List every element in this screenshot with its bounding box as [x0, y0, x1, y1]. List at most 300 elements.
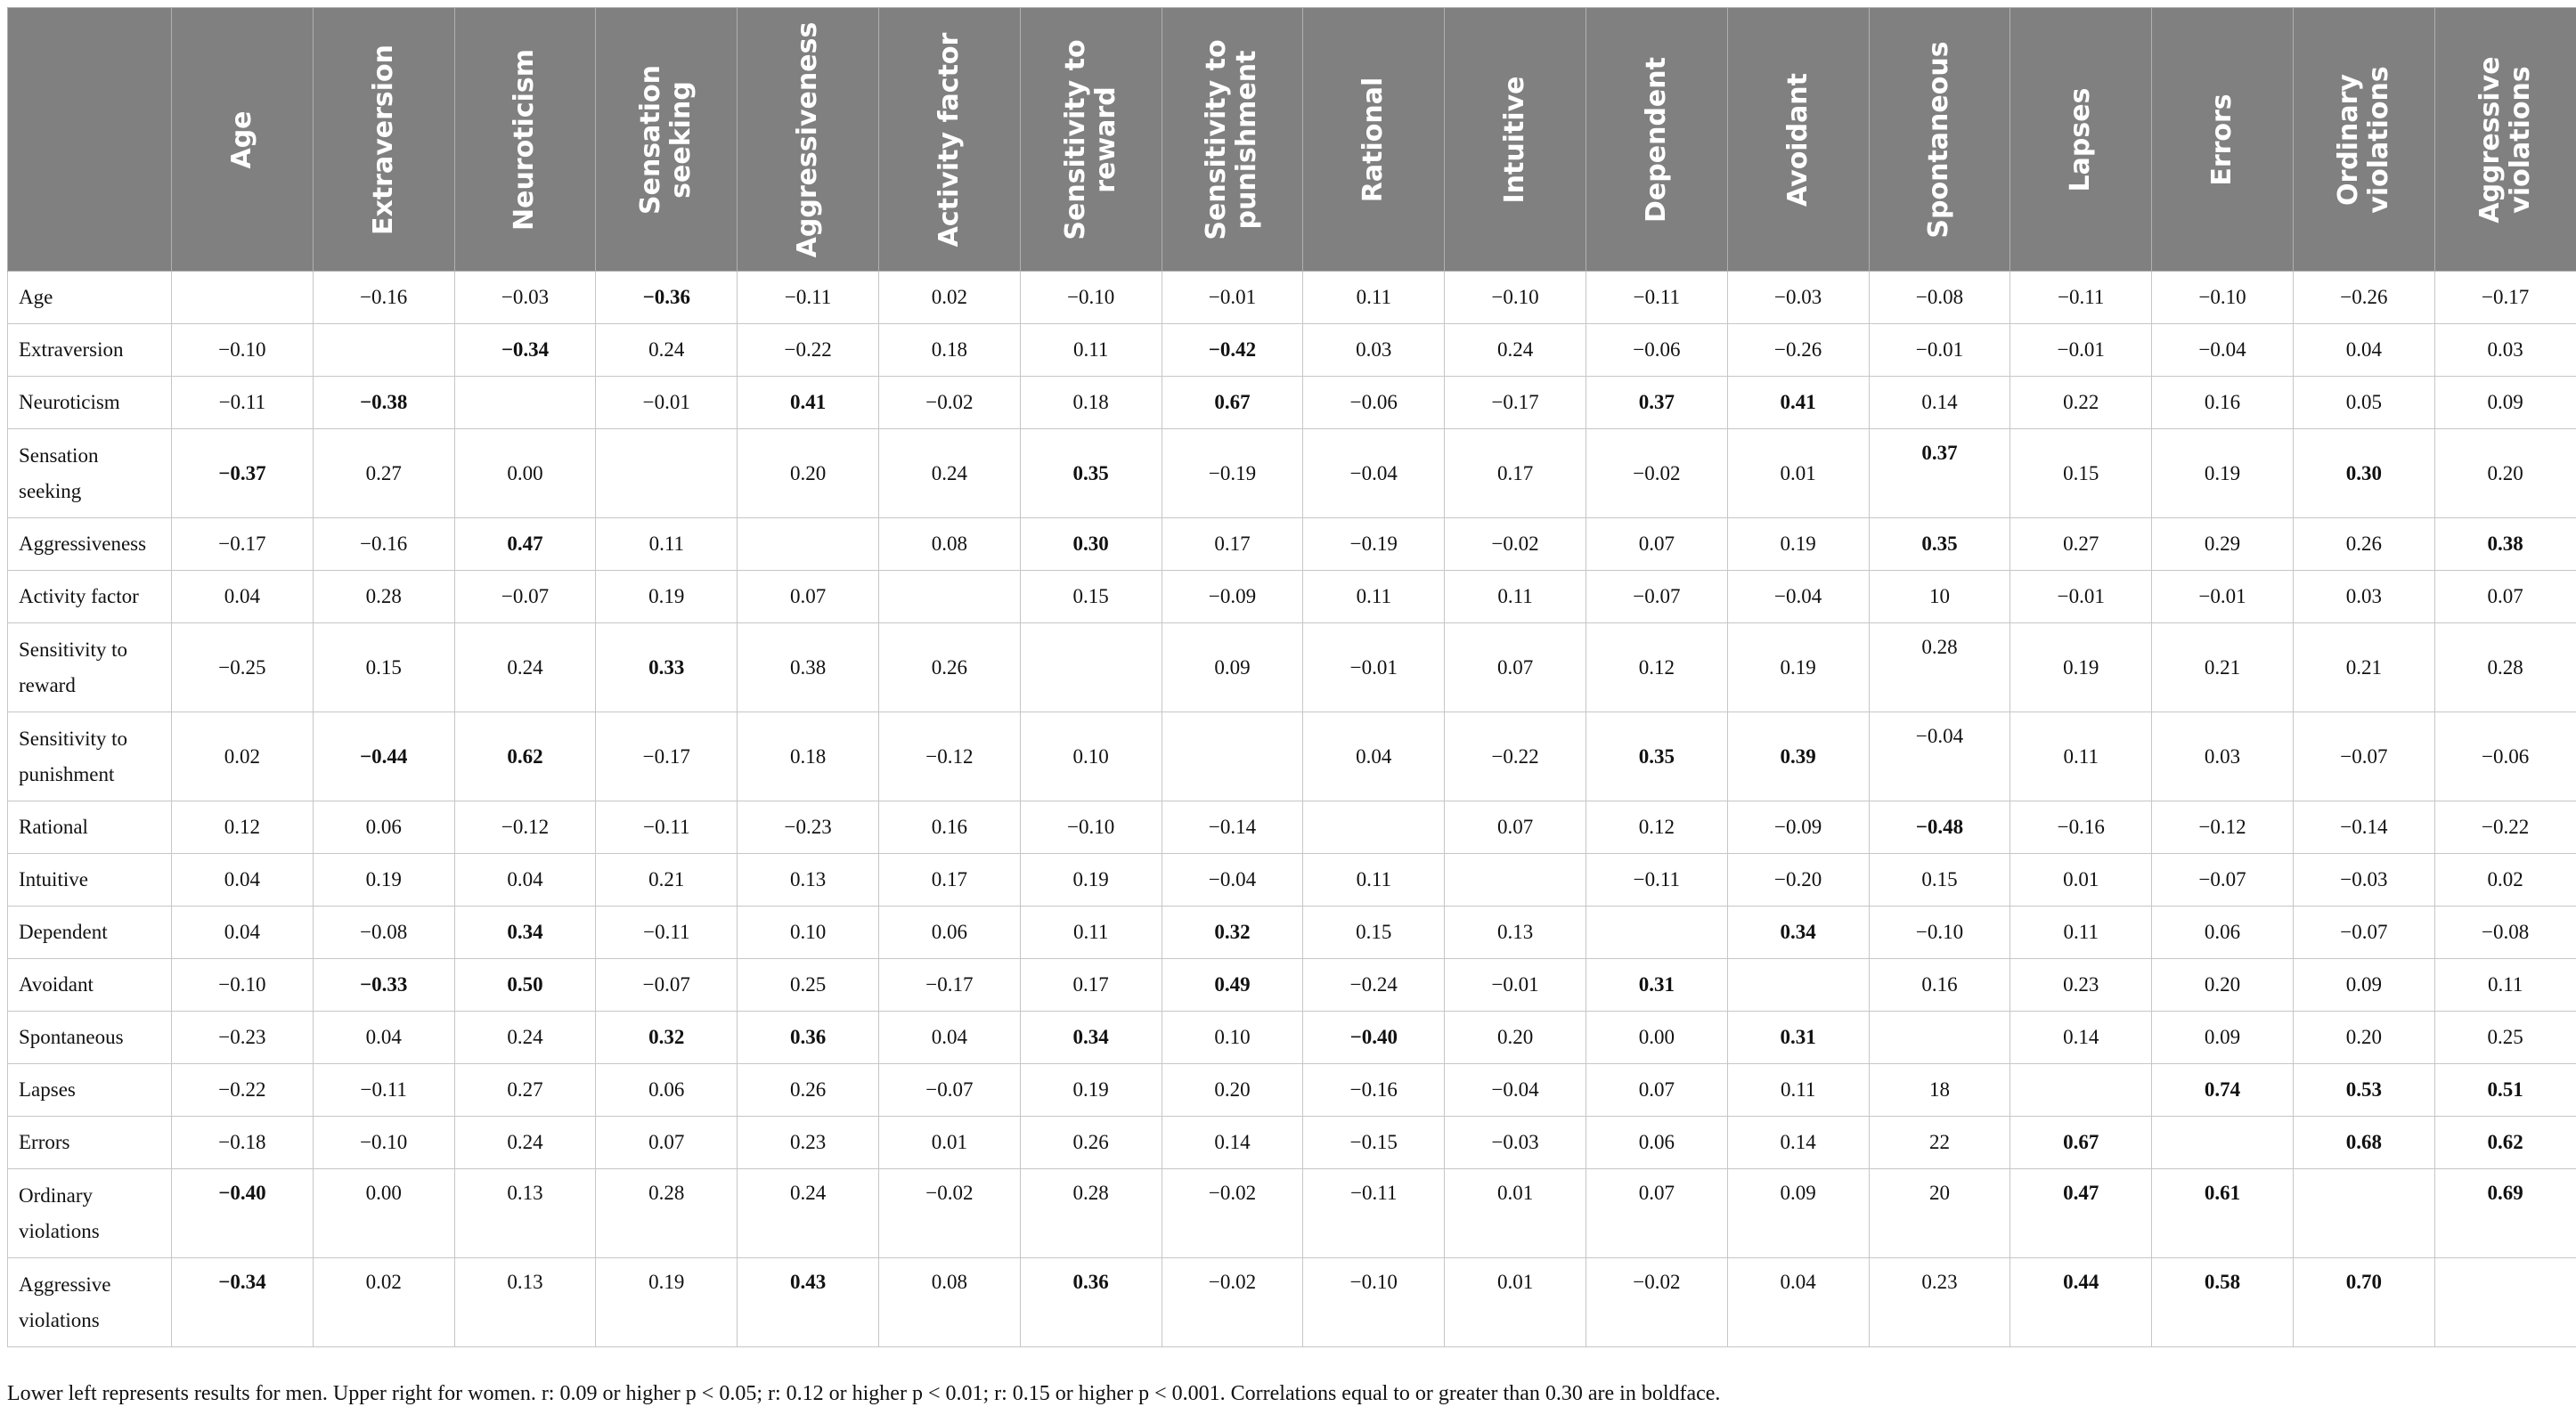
table-row	[8, 1064, 2576, 1117]
table-row	[8, 907, 2576, 959]
correlation-cell: 0.49	[1162, 959, 1303, 1012]
diagonal-cell	[1303, 801, 1445, 854]
correlation-cell: 0.08	[878, 518, 1020, 571]
correlation-cell: 0.11	[2010, 712, 2152, 801]
correlation-cell: 0.01	[878, 1117, 1020, 1169]
correlation-cell: −0.23	[172, 1012, 314, 1064]
correlation-cell: −0.18	[172, 1117, 314, 1169]
column-header	[172, 8, 314, 272]
correlation-cell: 0.28	[2434, 623, 2576, 712]
correlation-cell: 0.06	[313, 801, 454, 854]
row-label: Activity factor	[8, 571, 172, 623]
diagonal-cell	[596, 429, 738, 518]
correlation-cell: 0.47	[2010, 1169, 2152, 1258]
correlation-cell: 0.36	[1020, 1258, 1162, 1347]
correlation-cell: 0.04	[1303, 712, 1445, 801]
correlation-cell: 0.67	[2010, 1117, 2152, 1169]
correlation-cell: −0.11	[1586, 272, 1727, 324]
correlation-cell: −0.14	[2293, 801, 2434, 854]
correlation-cell: 0.10	[1020, 712, 1162, 801]
column-header	[1162, 8, 1303, 272]
correlation-cell: 0.24	[454, 623, 596, 712]
corner-cell	[8, 8, 172, 272]
column-header-label: Errors	[2206, 93, 2238, 186]
table-row	[8, 854, 2576, 907]
correlation-cell: 0.06	[596, 1064, 738, 1117]
correlation-cell: 0.27	[313, 429, 454, 518]
correlation-cell: 0.14	[2010, 1012, 2152, 1064]
correlation-cell: 0.35	[1586, 712, 1727, 801]
correlation-cell: −0.07	[2293, 712, 2434, 801]
diagonal-cell	[2010, 1064, 2152, 1117]
correlation-cell: 0.02	[878, 272, 1020, 324]
correlation-cell: −0.03	[454, 272, 596, 324]
correlation-cell: −0.04	[1727, 571, 1869, 623]
correlation-cell: −0.04	[1445, 1064, 1586, 1117]
diagonal-cell	[1020, 623, 1162, 712]
correlation-cell: −0.16	[1303, 1064, 1445, 1117]
correlation-cell: 0.04	[1727, 1258, 1869, 1347]
correlation-cell: 0.34	[454, 907, 596, 959]
correlation-cell: −0.34	[454, 324, 596, 377]
correlation-cell: −0.22	[172, 1064, 314, 1117]
row-label: Sensitivity to reward	[8, 623, 172, 712]
correlation-cell: −0.02	[1162, 1258, 1303, 1347]
table-row	[8, 324, 2576, 377]
correlation-cell: −0.38	[313, 377, 454, 429]
correlation-cell: 0.09	[1727, 1169, 1869, 1258]
correlation-cell: −0.04	[1303, 429, 1445, 518]
correlation-cell: −0.14	[1162, 801, 1303, 854]
correlation-cell: −0.10	[1020, 801, 1162, 854]
correlation-cell: 0.20	[1445, 1012, 1586, 1064]
correlation-cell: −0.11	[596, 907, 738, 959]
column-header-label: Lapses	[2065, 87, 2097, 191]
correlation-cell: 0.04	[454, 854, 596, 907]
correlation-cell: −0.37	[172, 429, 314, 518]
correlation-cell: 0.24	[454, 1117, 596, 1169]
column-header	[2293, 8, 2434, 272]
correlation-cell: −0.09	[1162, 571, 1303, 623]
table-footnote: Lower left represents results for men. Upper right for women. r: 0.09 or higher p < 0.05; r: 0.12 or higher p < 0.01; r: 0.15 or higher p < 0.001. Correlations equal to or greater than 0.30 are in boldface.	[7, 1382, 1721, 1405]
correlation-cell: −0.07	[596, 959, 738, 1012]
correlation-cell: 0.17	[1020, 959, 1162, 1012]
correlation-cell: 0.69	[2434, 1169, 2576, 1258]
correlation-cell: 0.29	[2152, 518, 2294, 571]
correlation-cell: −0.10	[172, 324, 314, 377]
correlation-cell: 0.39	[1727, 712, 1869, 801]
diagonal-cell	[2434, 1258, 2576, 1347]
correlation-cell: −0.01	[596, 377, 738, 429]
correlation-cell: −0.07	[1586, 571, 1727, 623]
correlation-cell: 0.07	[1445, 801, 1586, 854]
correlation-cell: −0.01	[2152, 571, 2294, 623]
row-label: Sensitivity to punishment	[8, 712, 172, 801]
correlation-cell: 0.07	[738, 571, 879, 623]
correlation-cell: 0.18	[738, 712, 879, 801]
correlation-cell: −0.10	[313, 1117, 454, 1169]
correlation-cell: 0.16	[878, 801, 1020, 854]
correlation-cell: 0.38	[2434, 518, 2576, 571]
correlation-cell: −0.10	[172, 959, 314, 1012]
correlation-cell: −0.22	[738, 324, 879, 377]
column-header	[2010, 8, 2152, 272]
correlation-cell: −0.33	[313, 959, 454, 1012]
correlation-cell: −0.07	[2293, 907, 2434, 959]
correlation-cell: 0.19	[1727, 623, 1869, 712]
correlation-cell: 0.24	[878, 429, 1020, 518]
column-header-label: Sensation seeking	[635, 64, 697, 215]
correlation-cell: −0.11	[2010, 272, 2152, 324]
correlation-cell: 0.20	[2434, 429, 2576, 518]
correlation-cell: 0.32	[1162, 907, 1303, 959]
correlation-cell: 0.16	[2152, 377, 2294, 429]
correlation-cell: −0.11	[172, 377, 314, 429]
diagonal-cell	[313, 324, 454, 377]
correlation-cell: −0.12	[2152, 801, 2294, 854]
correlation-cell: 0.09	[2152, 1012, 2294, 1064]
correlation-cell: 0.05	[2293, 377, 2434, 429]
correlation-cell: −0.06	[2434, 712, 2576, 801]
correlation-cell: −0.10	[1303, 1258, 1445, 1347]
correlation-cell: 0.09	[2293, 959, 2434, 1012]
correlation-cell: 0.19	[2010, 623, 2152, 712]
table-row	[8, 518, 2576, 571]
diagonal-cell	[1162, 712, 1303, 801]
row-label: Aggressiveness	[8, 518, 172, 571]
correlation-cell: 0.19	[2152, 429, 2294, 518]
correlation-cell: 0.27	[454, 1064, 596, 1117]
correlation-cell: 0.04	[2293, 324, 2434, 377]
column-header	[1020, 8, 1162, 272]
column-header-label: Sensitivity to punishment	[1201, 38, 1263, 240]
correlation-cell: −0.04	[1869, 712, 2010, 801]
correlation-cell: 0.09	[1162, 623, 1303, 712]
correlation-cell: 0.34	[1020, 1012, 1162, 1064]
correlation-cell: 0.32	[596, 1012, 738, 1064]
correlation-cell: −0.48	[1869, 801, 2010, 854]
correlation-cell: −0.02	[878, 1169, 1020, 1258]
table-row	[8, 959, 2576, 1012]
correlation-cell: 0.07	[1586, 1169, 1727, 1258]
column-header-label: Intuitive	[1499, 75, 1531, 204]
column-header-label: Spontaneous	[1923, 40, 1955, 239]
correlation-cell: 0.03	[2293, 571, 2434, 623]
diagonal-cell	[738, 518, 879, 571]
correlation-cell: 0.25	[2434, 1012, 2576, 1064]
correlation-cell: 0.11	[2010, 907, 2152, 959]
correlation-cell: 0.34	[1727, 907, 1869, 959]
correlation-cell: 0.15	[2010, 429, 2152, 518]
correlation-cell: −0.40	[1303, 1012, 1445, 1064]
correlation-cell: 0.21	[2293, 623, 2434, 712]
correlation-cell: −0.10	[1020, 272, 1162, 324]
correlation-cell: 0.01	[1727, 429, 1869, 518]
column-header-label: Avoidant	[1781, 72, 1814, 207]
correlation-cell: −0.01	[1445, 959, 1586, 1012]
correlation-table	[7, 7, 2576, 1347]
diagonal-cell	[1727, 959, 1869, 1012]
correlation-cell: −0.16	[2010, 801, 2152, 854]
correlation-cell: −0.11	[1303, 1169, 1445, 1258]
diagonal-cell	[454, 377, 596, 429]
correlation-cell: −0.10	[2152, 272, 2294, 324]
column-header-label: Sensitivity to reward	[1059, 38, 1121, 240]
correlation-cell: 0.11	[1303, 854, 1445, 907]
correlation-cell: 0.19	[596, 1258, 738, 1347]
correlation-cell: −0.16	[313, 272, 454, 324]
row-label: Spontaneous	[8, 1012, 172, 1064]
correlation-cell: −0.11	[1586, 854, 1727, 907]
correlation-cell: 0.08	[878, 1258, 1020, 1347]
correlation-cell: −0.25	[172, 623, 314, 712]
diagonal-cell	[2152, 1117, 2294, 1169]
correlation-cell: 0.19	[1727, 518, 1869, 571]
correlation-cell: −0.03	[1445, 1117, 1586, 1169]
correlation-cell: 0.07	[596, 1117, 738, 1169]
correlation-cell: 10	[1869, 571, 2010, 623]
correlation-cell: −0.06	[1303, 377, 1445, 429]
correlation-cell: 0.20	[2293, 1012, 2434, 1064]
diagonal-cell	[1586, 907, 1727, 959]
correlation-cell: 0.26	[2293, 518, 2434, 571]
correlation-cell: 0.20	[2152, 959, 2294, 1012]
correlation-cell: 22	[1869, 1117, 2010, 1169]
table-row	[8, 272, 2576, 324]
correlation-cell: 0.02	[172, 712, 314, 801]
correlation-cell: 0.13	[454, 1258, 596, 1347]
row-label: Age	[8, 272, 172, 324]
correlation-cell: 0.41	[738, 377, 879, 429]
correlation-cell: 0.22	[2010, 377, 2152, 429]
correlation-cell: 0.38	[738, 623, 879, 712]
column-header	[878, 8, 1020, 272]
correlation-cell: 0.13	[738, 854, 879, 907]
row-label: Neuroticism	[8, 377, 172, 429]
row-label: Dependent	[8, 907, 172, 959]
correlation-cell: −0.17	[172, 518, 314, 571]
correlation-cell: −0.01	[2010, 324, 2152, 377]
correlation-cell: 0.10	[1162, 1012, 1303, 1064]
row-label: Lapses	[8, 1064, 172, 1117]
correlation-cell: 0.06	[1586, 1117, 1727, 1169]
correlation-cell: 0.25	[738, 959, 879, 1012]
correlation-cell: 0.30	[1020, 518, 1162, 571]
correlation-cell: −0.17	[596, 712, 738, 801]
diagonal-cell	[1445, 854, 1586, 907]
table-row	[8, 429, 2576, 518]
column-header	[1303, 8, 1445, 272]
correlation-cell: −0.12	[878, 712, 1020, 801]
column-header-label: Ordinary violations	[2332, 65, 2394, 214]
column-header-label: Activity factor	[933, 32, 965, 247]
correlation-cell: −0.08	[313, 907, 454, 959]
column-header	[1727, 8, 1869, 272]
correlation-cell: 0.00	[454, 429, 596, 518]
row-label: Sensation seeking	[8, 429, 172, 518]
diagonal-cell	[172, 272, 314, 324]
correlation-cell: 0.03	[2152, 712, 2294, 801]
correlation-cell: 0.31	[1586, 959, 1727, 1012]
correlation-cell: 0.21	[596, 854, 738, 907]
correlation-cell: 0.12	[1586, 801, 1727, 854]
correlation-cell: −0.34	[172, 1258, 314, 1347]
table-row	[8, 712, 2576, 801]
correlation-cell: 0.28	[1869, 623, 2010, 712]
correlation-cell: 0.33	[596, 623, 738, 712]
correlation-cell: 0.03	[1303, 324, 1445, 377]
correlation-cell: 0.18	[1020, 377, 1162, 429]
correlation-cell: −0.17	[2434, 272, 2576, 324]
correlation-cell: 20	[1869, 1169, 2010, 1258]
correlation-cell: 0.07	[1445, 623, 1586, 712]
correlation-cell: 0.47	[454, 518, 596, 571]
correlation-cell: 0.04	[172, 854, 314, 907]
correlation-cell: −0.36	[596, 272, 738, 324]
correlation-cell: 0.74	[2152, 1064, 2294, 1117]
table-body	[8, 272, 2576, 1347]
correlation-cell: −0.07	[2152, 854, 2294, 907]
correlation-cell: 0.24	[596, 324, 738, 377]
correlation-cell: −0.07	[454, 571, 596, 623]
correlation-cell: 0.20	[738, 429, 879, 518]
table-row	[8, 801, 2576, 854]
correlation-cell: 0.15	[1869, 854, 2010, 907]
correlation-cell: 0.23	[1869, 1258, 2010, 1347]
correlation-cell: −0.08	[2434, 907, 2576, 959]
correlation-cell: 0.43	[738, 1258, 879, 1347]
correlation-cell: 0.00	[1586, 1012, 1727, 1064]
correlation-cell: −0.07	[878, 1064, 1020, 1117]
correlation-cell: 0.01	[2010, 854, 2152, 907]
correlation-cell: −0.15	[1303, 1117, 1445, 1169]
correlation-cell: 0.24	[738, 1169, 879, 1258]
correlation-cell: 0.30	[2293, 429, 2434, 518]
correlation-cell: −0.42	[1162, 324, 1303, 377]
correlation-cell: −0.11	[313, 1064, 454, 1117]
correlation-cell: 0.15	[1020, 571, 1162, 623]
correlation-cell: −0.02	[1162, 1169, 1303, 1258]
correlation-cell: 0.14	[1727, 1117, 1869, 1169]
correlation-cell: 0.01	[1445, 1169, 1586, 1258]
correlation-cell: 0.11	[1020, 907, 1162, 959]
correlation-cell: 0.12	[172, 801, 314, 854]
correlation-cell: −0.02	[878, 377, 1020, 429]
correlation-cell: 0.11	[1303, 272, 1445, 324]
correlation-cell: −0.26	[1727, 324, 1869, 377]
correlation-cell: −0.10	[1445, 272, 1586, 324]
column-header	[1869, 8, 2010, 272]
correlation-cell: 0.50	[454, 959, 596, 1012]
correlation-cell: 0.21	[2152, 623, 2294, 712]
correlation-cell: −0.44	[313, 712, 454, 801]
correlation-cell: 0.02	[313, 1258, 454, 1347]
correlation-cell: 0.00	[313, 1169, 454, 1258]
correlation-cell: −0.19	[1162, 429, 1303, 518]
correlation-cell: −0.19	[1303, 518, 1445, 571]
correlation-cell: 0.17	[878, 854, 1020, 907]
correlation-cell: 0.44	[2010, 1258, 2152, 1347]
correlation-cell: 0.11	[1020, 324, 1162, 377]
correlation-cell: 0.11	[1303, 571, 1445, 623]
correlation-cell: −0.24	[1303, 959, 1445, 1012]
column-header	[1586, 8, 1727, 272]
correlation-cell: 0.06	[2152, 907, 2294, 959]
correlation-cell: 0.35	[1020, 429, 1162, 518]
correlation-cell: 0.01	[1445, 1258, 1586, 1347]
correlation-cell: 0.51	[2434, 1064, 2576, 1117]
correlation-cell: −0.02	[1586, 1258, 1727, 1347]
correlation-cell: −0.26	[2293, 272, 2434, 324]
correlation-cell: 0.37	[1586, 377, 1727, 429]
correlation-cell: −0.01	[1869, 324, 2010, 377]
correlation-cell: −0.11	[738, 272, 879, 324]
row-label: Aggressive violations	[8, 1258, 172, 1347]
column-header	[313, 8, 454, 272]
correlation-cell: −0.01	[1162, 272, 1303, 324]
column-header-label: Aggressiveness	[792, 21, 824, 257]
correlation-cell: 0.19	[1020, 854, 1162, 907]
correlation-cell: −0.01	[1303, 623, 1445, 712]
correlation-cell: 0.27	[2010, 518, 2152, 571]
correlation-cell: 0.37	[1869, 429, 2010, 518]
correlation-cell: 0.61	[2152, 1169, 2294, 1258]
correlation-cell: 0.28	[313, 571, 454, 623]
correlation-cell: 0.67	[1162, 377, 1303, 429]
column-header	[738, 8, 879, 272]
row-label: Intuitive	[8, 854, 172, 907]
correlation-cell: 0.07	[1586, 1064, 1727, 1117]
correlation-cell: 0.11	[2434, 959, 2576, 1012]
row-label: Rational	[8, 801, 172, 854]
correlation-cell: −0.02	[1445, 518, 1586, 571]
correlation-cell: 0.14	[1162, 1117, 1303, 1169]
diagonal-cell	[1869, 1012, 2010, 1064]
correlation-cell: 0.11	[1445, 571, 1586, 623]
correlation-cell: 0.19	[1020, 1064, 1162, 1117]
correlation-cell: 0.03	[2434, 324, 2576, 377]
correlation-cell: 0.26	[1020, 1117, 1162, 1169]
correlation-cell: 0.04	[172, 907, 314, 959]
column-header-label: Neuroticism	[509, 48, 541, 231]
correlation-cell: 0.62	[2434, 1117, 2576, 1169]
correlation-cell: 0.31	[1727, 1012, 1869, 1064]
column-header-label: Rational	[1357, 77, 1390, 202]
correlation-cell: 0.23	[2010, 959, 2152, 1012]
correlation-cell: 0.53	[2293, 1064, 2434, 1117]
correlation-cell: 0.04	[172, 571, 314, 623]
correlation-cell: 0.06	[878, 907, 1020, 959]
correlation-cell: 0.17	[1445, 429, 1586, 518]
row-label: Extraversion	[8, 324, 172, 377]
correlation-cell: 0.18	[878, 324, 1020, 377]
correlation-cell: 0.02	[2434, 854, 2576, 907]
table-row	[8, 377, 2576, 429]
correlation-cell: 0.07	[2434, 571, 2576, 623]
table-row	[8, 571, 2576, 623]
column-header-label: Extraversion	[367, 44, 399, 235]
correlation-cell: 0.11	[1727, 1064, 1869, 1117]
correlation-cell: −0.17	[878, 959, 1020, 1012]
correlation-cell: −0.03	[1727, 272, 1869, 324]
column-header-label: Dependent	[1640, 56, 1672, 223]
row-label: Avoidant	[8, 959, 172, 1012]
correlation-cell: 0.15	[313, 623, 454, 712]
correlation-cell: 0.26	[738, 1064, 879, 1117]
table-row	[8, 623, 2576, 712]
correlation-cell: 0.23	[738, 1117, 879, 1169]
correlation-cell: 0.24	[454, 1012, 596, 1064]
